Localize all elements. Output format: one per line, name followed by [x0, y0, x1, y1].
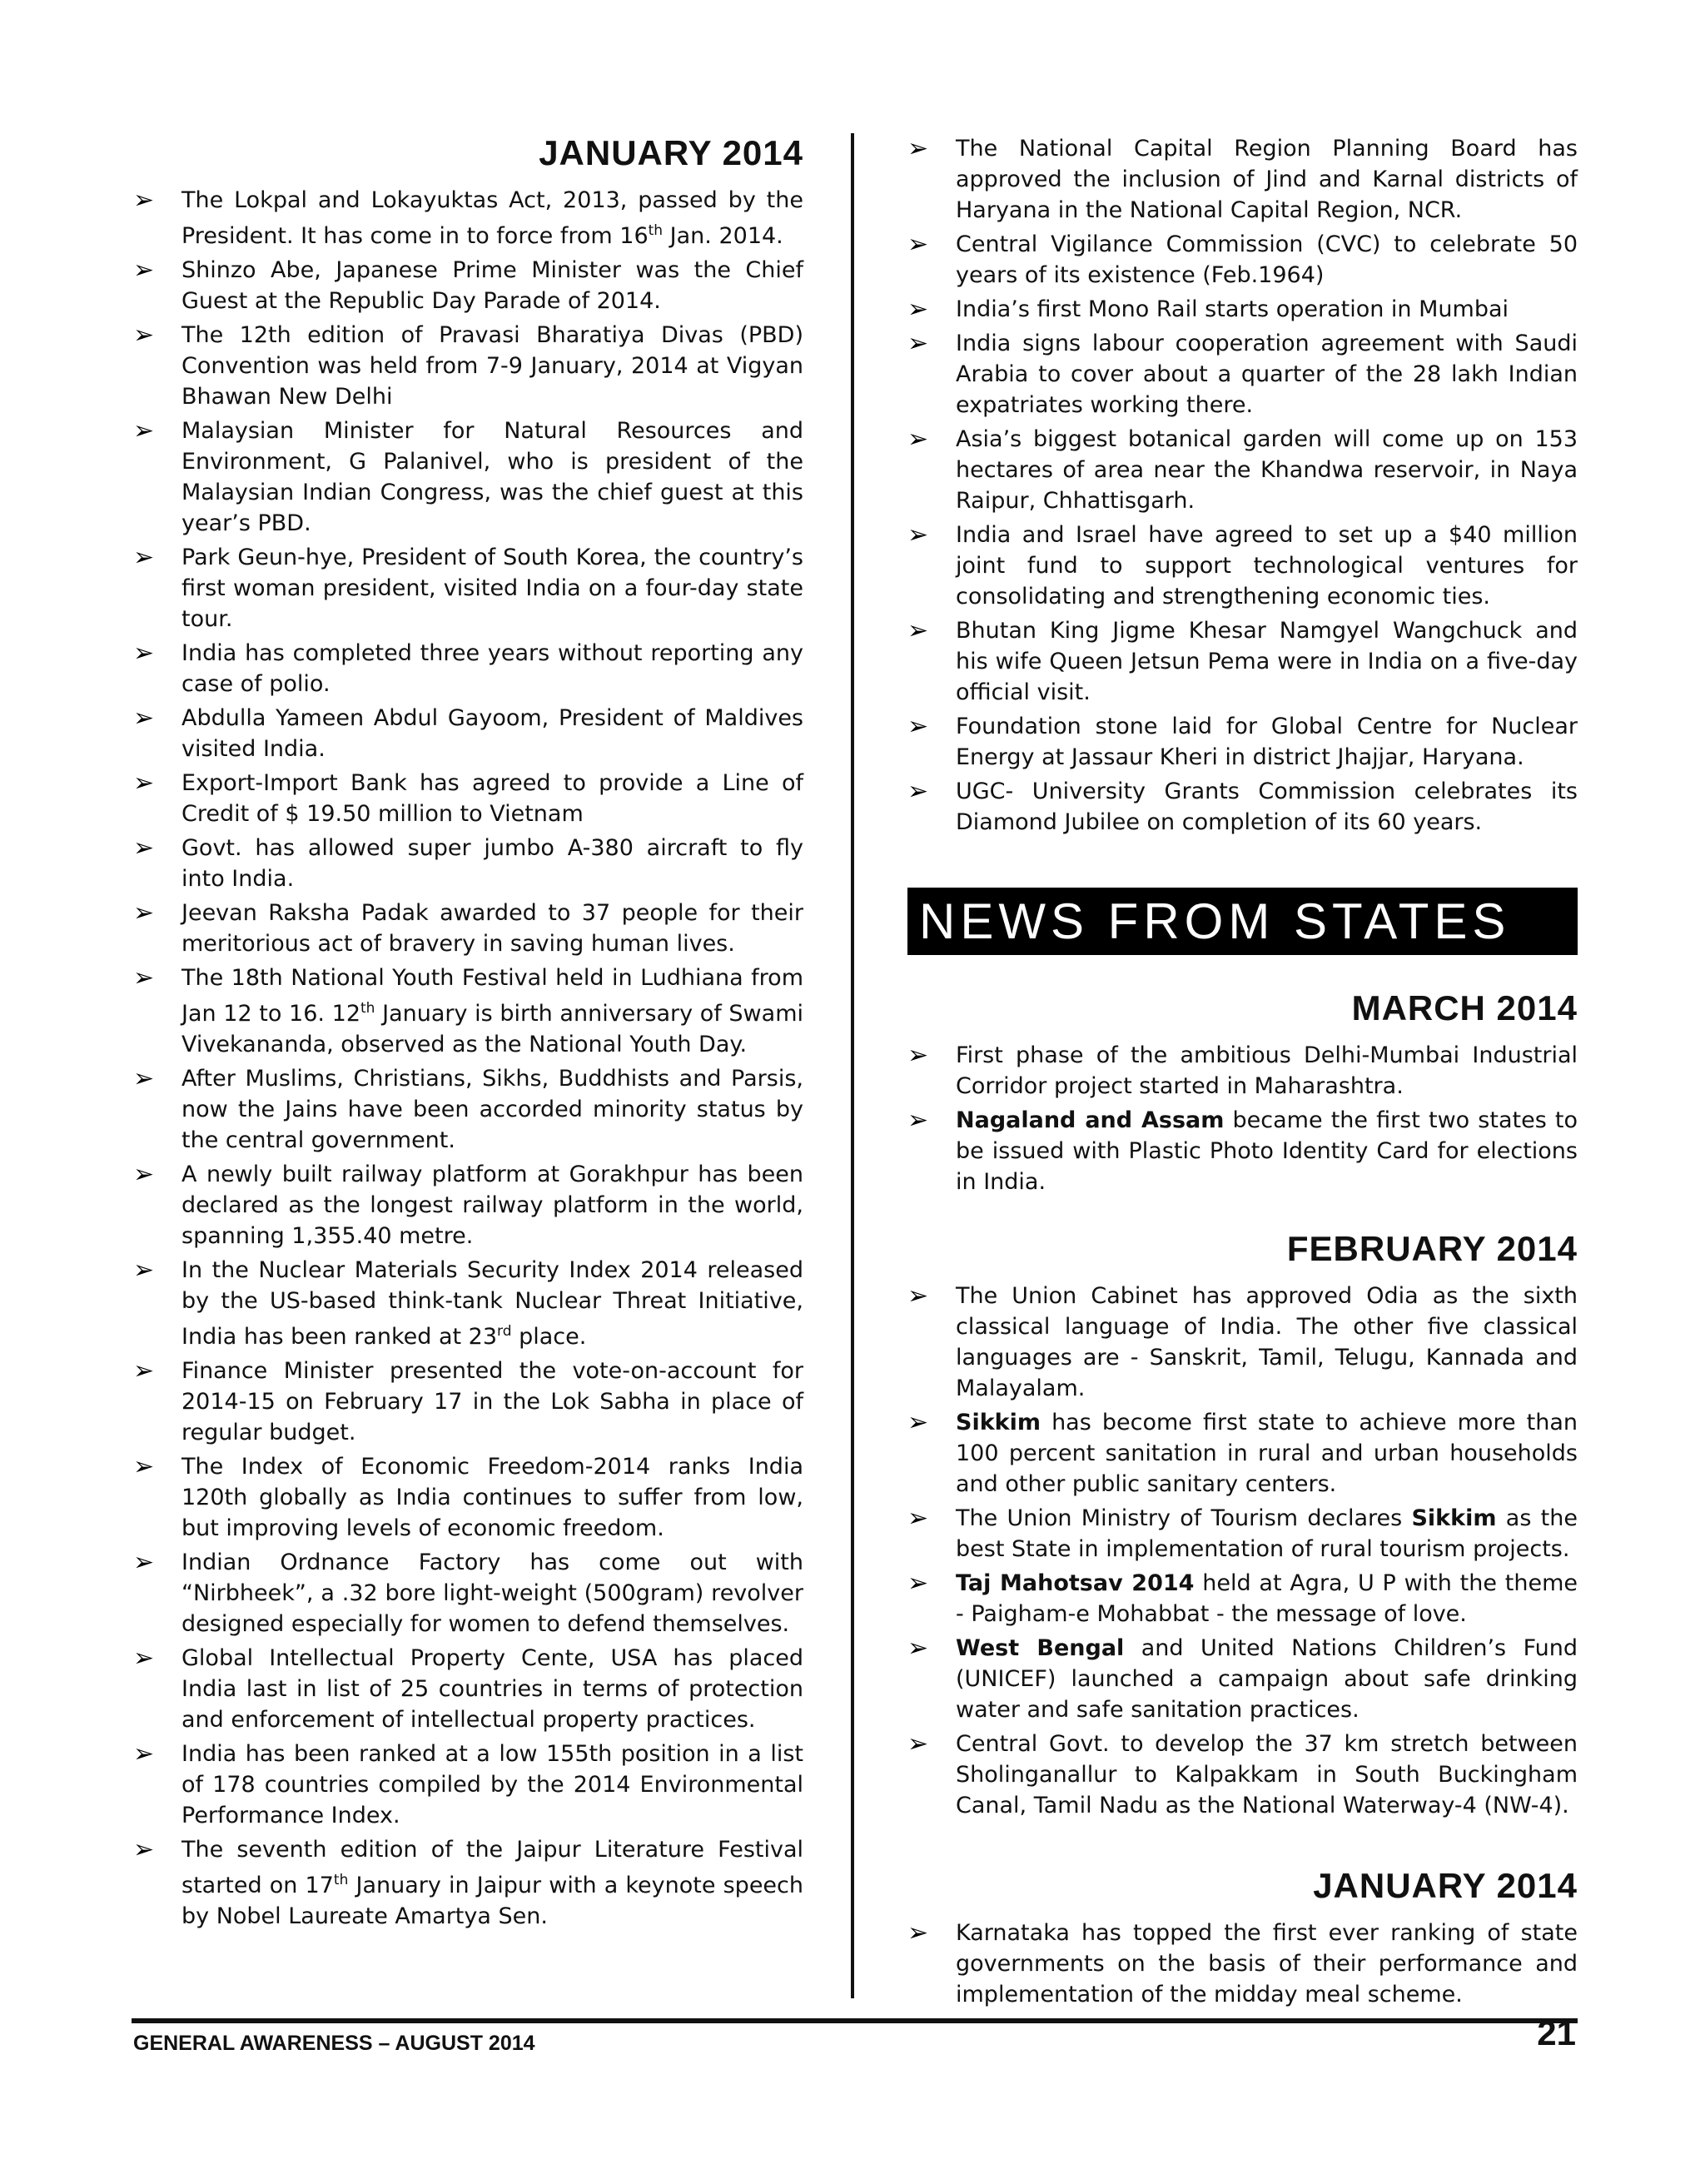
arrow-bullet-icon: ➢: [133, 898, 155, 928]
arrow-bullet-icon: ➢: [907, 425, 929, 454]
bullet-list: [907, 1281, 1578, 1821]
list-item: ➢ The Union Cabinet has approved Odia as the sixth classical language of India. The other five classical languages are - Sanskrit, Tamil, Telugu, Kannada and Malayalam.: [907, 1281, 1578, 1401]
section-heading-january-states: JANUARY 2014: [1313, 1866, 1578, 1905]
list-item: ➢ Taj Mahotsav 2014 held at Agra, U P with the theme - Paigham-e Mohabbat - the message of love.: [907, 1569, 1578, 1627]
arrow-bullet-icon: ➢: [133, 1835, 155, 1864]
list-item: ➢ Jeevan Raksha Padak awarded to 37 people for their meritorious act of bravery in saving human lives.: [133, 898, 803, 957]
arrow-bullet-icon: ➢: [907, 329, 929, 358]
arrow-bullet-icon: ➢: [907, 1408, 929, 1437]
list-item: ➢ Asia’s biggest botanical garden will come up on 153 hectares of area near the Khandwa reservoir, in Naya Raipur, Chhattisgarh.: [907, 425, 1578, 514]
list-item: ➢ The Lokpal and Lokayuktas Act, 2013, passed by the President. It has come in to force from 16th Jan. 2014.: [133, 186, 803, 249]
arrow-bullet-icon: ➢: [133, 543, 155, 572]
arrow-bullet-icon: ➢: [133, 963, 155, 993]
bullet-list: [907, 1918, 1578, 2010]
arrow-bullet-icon: ➢: [907, 1918, 929, 1948]
list-item: ➢ A newly built railway platform at Gorakhpur has been declared as the longest railway platform in the world, spanning 1,355.40 metre.: [133, 1160, 803, 1249]
list-item: ➢ Park Geun-hye, President of South Korea, the country’s first woman president, visited India on a four-day state tour.: [133, 543, 803, 632]
list-item: ➢ The National Capital Region Planning Board has approved the inclusion of Jind and Karnal districts of Haryana in the National Capital Region, NCR.: [907, 134, 1578, 223]
arrow-bullet-icon: ➢: [133, 256, 155, 285]
arrow-bullet-icon: ➢: [907, 1729, 929, 1759]
section-heading-january: JANUARY 2014: [539, 133, 803, 172]
list-item: ➢ Indian Ordnance Factory has come out with “Nirbheek”, a .32 bore light-weight (500gram) revolver designed especially for women to defend themselves.: [133, 1548, 803, 1637]
arrow-bullet-icon: ➢: [133, 769, 155, 798]
bullet-list: [907, 133, 1578, 838]
list-item: ➢ The 18th National Youth Festival held in Ludhiana from Jan 12 to 16. 12th January is birth anniversary of Swami Vivekananda, observed as the National Youth Day.: [133, 963, 803, 1057]
list-item: ➢ Shinzo Abe, Japanese Prime Minister was the Chief Guest at the Republic Day Parade of 2014.: [133, 256, 803, 314]
arrow-bullet-icon: ➢: [133, 416, 155, 445]
arrow-bullet-icon: ➢: [907, 1106, 929, 1135]
list-item: ➢ Foundation stone laid for Global Centre for Nuclear Energy at Jassaur Kheri in district Jhajjar, Haryana.: [907, 712, 1578, 770]
arrow-bullet-icon: ➢: [907, 1281, 929, 1311]
list-item: ➢ India has been ranked at a low 155th position in a list of 178 countries compiled by the 2014 Environmental Performance Index.: [133, 1739, 803, 1828]
arrow-bullet-icon: ➢: [133, 321, 155, 350]
list-item: ➢ Central Govt. to develop the 37 km stretch between Sholinganallur to Kalpakkam in South Buckingham Canal, Tamil Nadu as the National Waterway-4 (NW-4).: [907, 1729, 1578, 1818]
arrow-bullet-icon: ➢: [133, 1160, 155, 1189]
news-from-states-banner: NEWS FROM STATES: [907, 888, 1578, 955]
arrow-bullet-icon: ➢: [133, 639, 155, 668]
column-divider: [851, 133, 854, 1998]
page-number: 21: [1537, 2013, 1576, 2052]
footer-rule: [132, 2018, 1578, 2023]
arrow-bullet-icon: ➢: [133, 704, 155, 733]
arrow-bullet-icon: ➢: [907, 1041, 929, 1070]
right-column: [907, 133, 1578, 2013]
list-item: ➢ Karnataka has topped the first ever ranking of state governments on the basis of their performance and implementation of the midday meal scheme.: [907, 1918, 1578, 2007]
arrow-bullet-icon: ➢: [907, 1504, 929, 1533]
arrow-bullet-icon: ➢: [133, 1548, 155, 1577]
bullet-list: [907, 1040, 1578, 1197]
section-heading-february: FEBRUARY 2014: [1286, 1229, 1578, 1268]
list-item: ➢ India has completed three years without reporting any case of polio.: [133, 639, 803, 697]
list-item: ➢ India signs labour cooperation agreement with Saudi Arabia to cover about a quarter of the 28 lakh Indian expatriates working there.: [907, 329, 1578, 418]
list-item: ➢ Govt. has allowed super jumbo A-380 aircraft to fly into India.: [133, 833, 803, 892]
arrow-bullet-icon: ➢: [133, 1256, 155, 1285]
list-item: ➢ Export-Import Bank has agreed to provide a Line of Credit of $ 19.50 million to Vietnam: [133, 769, 803, 827]
list-item: ➢ UGC- University Grants Commission celebrates its Diamond Jubilee on completion of its 60 years.: [907, 777, 1578, 835]
arrow-bullet-icon: ➢: [907, 134, 929, 163]
arrow-bullet-icon: ➢: [133, 1644, 155, 1673]
list-item: ➢ India and Israel have agreed to set up a $40 million joint fund to support technological ventures for consolidating and strengthening economic ties.: [907, 520, 1578, 609]
list-item: ➢ After Muslims, Christians, Sikhs, Buddhists and Parsis, now the Jains have been accorded minority status by the central government.: [133, 1064, 803, 1153]
arrow-bullet-icon: ➢: [907, 295, 929, 324]
arrow-bullet-icon: ➢: [133, 1739, 155, 1769]
arrow-bullet-icon: ➢: [133, 186, 155, 215]
footer-title: GENERAL AWARENESS – AUGUST 2014: [133, 2032, 535, 2055]
arrow-bullet-icon: ➢: [907, 616, 929, 645]
list-item: ➢ Nagaland and Assam became the first two states to be issued with Plastic Photo Identity Card for elections in India.: [907, 1106, 1578, 1195]
arrow-bullet-icon: ➢: [907, 1569, 929, 1598]
arrow-bullet-icon: ➢: [133, 1452, 155, 1481]
arrow-bullet-icon: ➢: [907, 712, 929, 741]
arrow-bullet-icon: ➢: [907, 1634, 929, 1663]
list-item: ➢ India’s first Mono Rail starts operation in Mumbai: [907, 295, 1509, 324]
arrow-bullet-icon: ➢: [133, 1356, 155, 1386]
arrow-bullet-icon: ➢: [133, 833, 155, 863]
list-item: ➢ Central Vigilance Commission (CVC) to celebrate 50 years of its existence (Feb.1964): [907, 230, 1578, 288]
list-item: ➢ West Bengal and United Nations Children’s Fund (UNICEF) launched a campaign about safe drinking water and safe sanitation practices.: [907, 1634, 1578, 1723]
list-item: ➢ Finance Minister presented the vote-on-account for 2014-15 on February 17 in the Lok Sabha in place of regular budget.: [133, 1356, 803, 1445]
list-item: ➢ The seventh edition of the Jaipur Literature Festival started on 17th January in Jaipur with a keynote speech by Nobel Laureate Amartya Sen.: [133, 1835, 804, 1929]
left-column: [133, 133, 803, 1935]
bullet-list: [133, 185, 803, 1932]
list-item: ➢ Malaysian Minister for Natural Resources and Environment, G Palanivel, who is president of the Malaysian Indian Congress, was the chief guest at this year’s PBD.: [133, 416, 803, 536]
list-item: ➢ In the Nuclear Materials Security Index 2014 released by the US-based think-tank Nuclear Threat Initiative, India has been ranked at 23rd place.: [133, 1256, 803, 1350]
list-item: ➢ Bhutan King Jigme Khesar Namgyel Wangchuck and his wife Queen Jetsun Pema were in India on a five-day official visit.: [907, 616, 1578, 705]
arrow-bullet-icon: ➢: [907, 230, 929, 259]
list-item: ➢ The Union Ministry of Tourism declares Sikkim as the best State in implementation of rural tourism projects.: [907, 1504, 1578, 1562]
list-item: ➢ First phase of the ambitious Delhi-Mumbai Industrial Corridor project started in Maharashtra.: [907, 1041, 1578, 1099]
list-item: ➢ The 12th edition of Pravasi Bharatiya Divas (PBD) Convention was held from 7-9 January, 2014 at Vigyan Bhawan New Delhi: [133, 321, 803, 410]
list-item: ➢ Abdulla Yameen Abdul Gayoom, President of Maldives visited India.: [133, 704, 803, 762]
section-heading-march: MARCH 2014: [1351, 988, 1578, 1027]
list-item: ➢ Sikkim has become first state to achieve more than 100 percent sanitation in rural and urban households and other public sanitary centers.: [907, 1408, 1578, 1497]
list-item: ➢ The Index of Economic Freedom-2014 ranks India 120th globally as India continues to suffer from low, but improving levels of economic freedom.: [133, 1452, 803, 1541]
list-item: ➢ Global Intellectual Property Cente, USA has placed India last in list of 25 countries in terms of protection and enforcement of intellectual property practices.: [133, 1644, 803, 1733]
arrow-bullet-icon: ➢: [133, 1064, 155, 1093]
arrow-bullet-icon: ➢: [907, 777, 929, 806]
arrow-bullet-icon: ➢: [907, 520, 929, 550]
